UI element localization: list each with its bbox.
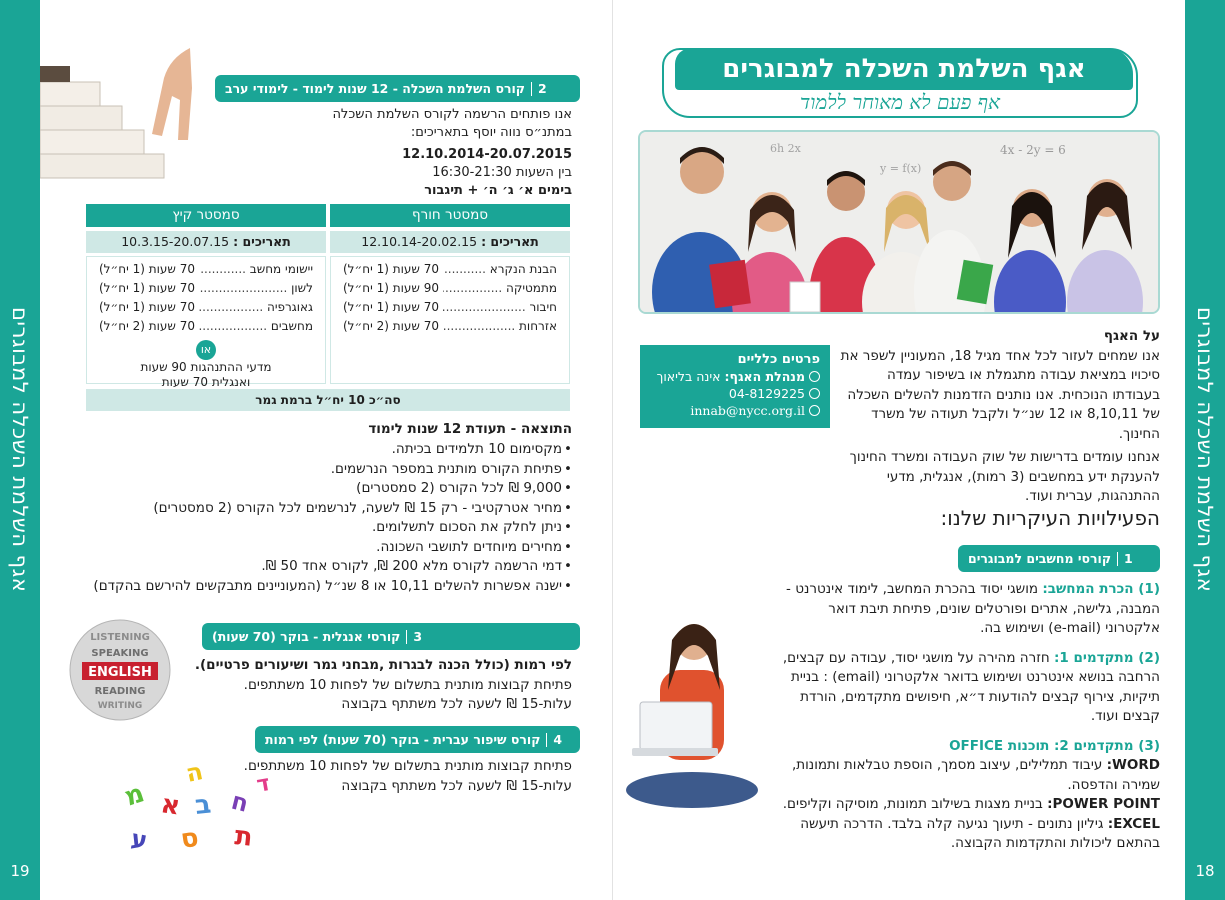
computer-intro-item <box>770 580 1160 639</box>
woman-laptop-illustration <box>622 610 762 810</box>
english-globe-illustration <box>68 618 172 722</box>
item-2-text: חזרה מהירה על מושגי יסוד, עבודה עם קבצים, הרחבה בנושא אינטרנט ושימוש בדואר אלקטרוני (email) : בניית תיקיות, צירוף קבצים להודעות ד״א, חיפושים מתקדמים, הורדת קבצים ועוד. <box>782 649 1160 724</box>
letter-glyph: ס <box>178 822 201 855</box>
excel-item <box>770 815 1160 854</box>
books-stairs-illustration <box>40 48 200 188</box>
globe-word-reading: READING <box>94 686 146 697</box>
svg-text:4x - 2y = 6: 4x - 2y = 6 <box>1000 143 1066 157</box>
advanced-2-label: (3) מתקדמים 2: תוכנות OFFICE <box>949 737 1160 754</box>
item-1-text: מושגי יסוד בהכרת המחשב, לימוד אינטרנט - המבנה, גלישה, אתרים ופורטלים שונים, פתיחת תיבת דואר אלקטרוני (e-mail) ושימוש בה. <box>786 581 1160 636</box>
section-2-header <box>215 75 580 102</box>
letter-glyph: ב <box>193 789 213 821</box>
globe-word-english: ENGLISH <box>88 665 152 680</box>
course-days: בימים א׳ ג׳ ה׳ + תיגבור <box>424 183 572 198</box>
summer-semester-header: סמסטר קיץ <box>86 204 326 227</box>
hebrew-cost-line: עלות-15 ₪ לשעה לכל משתתף בקבוצה <box>341 777 572 794</box>
result-bullets <box>80 440 572 596</box>
advanced-1-item <box>770 649 1160 727</box>
alt-line-1: מדעי ההתנהגות 90 שעות <box>140 360 272 374</box>
winter-courses-list <box>330 256 570 384</box>
left-page-number: 19 <box>10 862 30 880</box>
activities-heading: הפעילויות העיקריות שלנו: <box>940 506 1160 530</box>
course-hours-value: 70 שעות (1 יח״ל) <box>99 262 195 276</box>
course-hours-value: 70 שעות (1 יח״ל) <box>343 262 439 276</box>
list-item: • 9,000 ₪ לכל הקורס (2 סמסטרים) <box>80 479 572 499</box>
right-strip-label: אגף השלמת השכלה למבוגרים <box>1193 307 1217 593</box>
svg-text:6h 2x: 6h 2x <box>770 142 801 155</box>
section-1-header <box>958 545 1160 572</box>
course-dates: 12.10.2014-20.07.2015 <box>402 147 572 162</box>
winter-course-row <box>331 260 569 279</box>
item-2-label: (2) מתקדמים 1: <box>1054 649 1160 666</box>
course-hours-value: 70 שעות (2 יח״ל) <box>343 319 439 333</box>
left-strip-label: אגף השלמת השכלה למבוגרים <box>8 307 32 593</box>
result-heading: התוצאה - תעודת 12 שנות לימוד <box>368 421 572 437</box>
list-item: • מחיר אטרקטיבי - רק 15 ₪ לשעה, לנרשמים לכל הקורס (2 סמסטרים) <box>80 499 572 519</box>
manager-line <box>650 368 820 385</box>
course-name: מתמטיקה ..... <box>443 279 557 298</box>
globe-word-speaking: SPEAKING <box>91 648 149 659</box>
list-item: • מחירים מיוחדים לתושבי השכונה. <box>80 538 572 558</box>
email-address[interactable]: innab@nycc.org.il <box>690 403 805 418</box>
word-item <box>770 756 1160 795</box>
summer-dates-label: תאריכים : <box>233 234 291 249</box>
section-2-number: 2 <box>537 81 547 96</box>
course-name: הבנת הנקרא ..... <box>443 260 557 279</box>
powerpoint-label: POWER POINT: <box>1047 796 1160 812</box>
page-spine <box>612 0 613 900</box>
course-name: חיבור ..... <box>443 298 557 317</box>
hebrew-letters-illustration <box>118 762 283 857</box>
total-units-row: סה״כ 10 יח״ל ברמת גמר <box>86 389 570 411</box>
course-name: מחשבים ..... <box>199 317 313 336</box>
winter-dates-value: 12.10.14-20.02.15 <box>361 234 478 249</box>
page-title: אגף השלמת השכלה למבוגרים <box>675 48 1133 90</box>
phone-icon <box>809 388 820 399</box>
about-paragraph-2: אנחנו עומדים בדרישות של שוק העבודה ומשרד החינוך להענקת ידע במחשבים (3 רמות), אנגלית, מדעי ההתנהגות, עברית ועוד. <box>849 449 1160 504</box>
svg-text:y = f(x): y = f(x) <box>880 162 922 175</box>
course-hours: בין השעות 16:30-21:30 <box>432 165 572 180</box>
phone-number[interactable]: 04-8129225 <box>728 386 805 401</box>
list-item: • פתיחת הקורס מותנית במספר הנרשמים. <box>80 460 572 480</box>
students-illustration <box>640 132 1160 314</box>
winter-course-row <box>331 317 569 336</box>
word-text: עיבוד תמלילים, עיצוב מסמך, הוספת טבלאות ותמונות, שמירה והדפסה. <box>791 757 1160 793</box>
course-hours-value: 70 שעות (1 יח״ל) <box>99 281 195 295</box>
section-2-intro-block <box>300 106 572 200</box>
summer-course-row <box>87 317 325 336</box>
letter-glyph: ח <box>228 786 252 818</box>
section-4-header <box>255 726 580 753</box>
right-page-number: 18 <box>1195 862 1215 880</box>
winter-course-row <box>331 298 569 317</box>
excel-text: גיליון נתונים - תיעוך נגיעה קלה בלבד. הדרכה תיעשה בהתאם ליכולות והתקדמות הקבוצה. <box>800 815 1160 851</box>
section-1-body <box>770 580 1160 854</box>
section-2-title: קורס השלמת השכלה - 12 שנות לימוד - לימודי ערב <box>225 81 525 96</box>
about-section <box>838 327 1160 507</box>
section-3-header <box>202 623 580 650</box>
word-label: WORD: <box>1106 757 1160 773</box>
winter-dates-row <box>330 231 570 253</box>
list-item: • ניתן לחלק את הסכום לתשלומים. <box>80 518 572 538</box>
course-hours-value: 90 שעות (1 יח״ל) <box>343 281 439 295</box>
winter-semester-header: סמסטר חורף <box>330 204 570 227</box>
summer-course-row <box>87 279 325 298</box>
course-name: גאוגרפיה ..... <box>199 298 313 317</box>
section-1-number: 1 <box>1124 551 1133 566</box>
letter-glyph: ת <box>233 821 255 853</box>
email-line <box>650 402 820 419</box>
or-badge: או <box>196 340 216 360</box>
section-4-title: קורס שיפור עברית - בוקר (70 שעות) לפי רמות <box>265 732 541 747</box>
course-name: לשון ..... <box>199 279 313 298</box>
letter-glyph: ה <box>183 762 206 788</box>
letter-glyph: א <box>159 789 182 822</box>
hebrew-groups-line: פתיחת קבוצות מותנית בתשלום של לפחות 10 משתתפים. <box>243 758 572 774</box>
course-name: אזרחות ..... <box>443 317 557 336</box>
section-4-number: 4 <box>553 732 563 747</box>
course-hours-value: 70 שעות (1 יח״ל) <box>343 300 439 314</box>
winter-course-row <box>331 279 569 298</box>
english-cost-line: עלות-15 ₪ לשעה לכל משתתף בקבוצה <box>341 696 572 712</box>
list-item: • דמי הרשמה לקורס מלא 200 ₪, לקורס אחד 50 ₪. <box>80 557 572 577</box>
person-icon <box>809 371 820 382</box>
letter-glyph: ע <box>128 824 150 855</box>
section-3-title: קורסי אנגלית - בוקר (70 שעות) <box>212 629 401 644</box>
summer-dates-row <box>86 231 326 253</box>
item-1-label: (1) הכרת המחשב: <box>1042 581 1160 597</box>
or-row <box>87 338 325 360</box>
section-3-number: 3 <box>413 629 423 644</box>
registration-intro: אנו פותחים הרשמה לקורס השלמת השכלה במתנ״ס נווה יוסף בתאריכים: <box>332 107 572 140</box>
summer-course-row <box>87 260 325 279</box>
course-hours-value: 70 שעות (1 יח״ל) <box>99 300 195 314</box>
about-heading: על האגף <box>1103 328 1160 344</box>
winter-dates-label: תאריכים : <box>481 234 539 249</box>
letter-glyph: ד <box>254 771 272 798</box>
manager-label: מנהלת האגף: <box>724 369 805 384</box>
list-item: • מקסימום 10 תלמידים בכיתה. <box>80 440 572 460</box>
phone-line <box>650 385 820 402</box>
excel-label: EXCEL: <box>1107 815 1160 832</box>
summer-course-row <box>87 298 325 317</box>
email-icon <box>809 405 820 416</box>
section-1-title: קורסי מחשבים למבוגרים <box>968 551 1112 566</box>
course-name: יישומי מחשב ..... <box>199 260 313 279</box>
powerpoint-text: בניית מצגות בשילוב תמונות, מוסיקה וקליפים. <box>782 796 1043 812</box>
summer-courses-list <box>86 256 326 389</box>
summer-dates-value: 10.3.15-20.07.15 <box>121 234 230 249</box>
letter-glyph: מ <box>120 778 149 813</box>
section-3-body <box>190 656 572 715</box>
course-hours-value: 70 שעות (2 יח״ל) <box>99 319 195 333</box>
contact-heading: פרטים כלליים <box>737 352 820 367</box>
students-photo <box>638 130 1160 314</box>
alt-line-2: ואנגלית 70 שעות <box>161 375 251 389</box>
manager-name: אינה בליאוך <box>656 369 721 384</box>
about-paragraph-1: אנו שמחים לעזור לכל אחד מגיל 18, המעוניין לשפר את סיכויו במציאת עבודה מתגמלת או בשיפור עמדה בעבודתו הנוכחית. אנו נותנים הזדמנות להשלים השכלה של 8,10,11 או 12 שנ״ל ולקבל תעודה של משרד החינוך. <box>840 347 1160 442</box>
globe-word-listening: LISTENING <box>90 632 150 643</box>
english-levels-line: לפי רמות (כולל הכנה לבגרות ,מבחני גמר ושיעורים פרטיים). <box>194 657 572 673</box>
general-details-box <box>640 345 830 428</box>
globe-word-writing: WRITING <box>97 701 143 711</box>
english-groups-line: פתיחת קבוצות מותנית בתשלום של לפחות 10 משתתפים. <box>243 676 572 693</box>
powerpoint-item <box>770 795 1160 815</box>
list-item: • ישנה אפשרות להשלים 10,11 או 8 שנ״ל (המעוניינים מתבקשים להירשם בהקדם) <box>80 577 572 597</box>
page-subtitle: אף פעם לא מאוחר ללמוד <box>799 90 1001 114</box>
